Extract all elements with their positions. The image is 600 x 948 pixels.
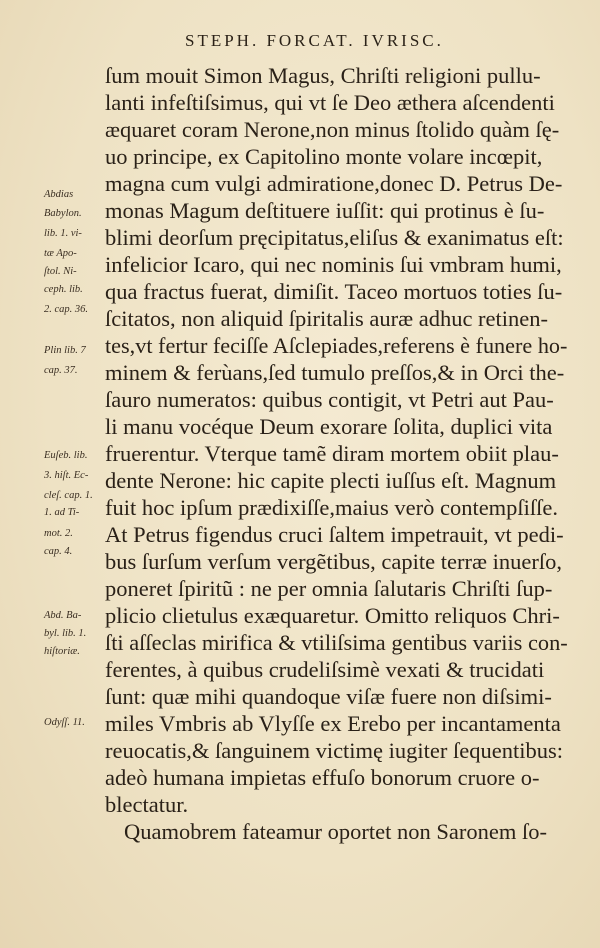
margin-note: Euſeb. lib. [44, 450, 88, 461]
text-line: blimi deorſum pręcipitatus,eliſus & exanimatus eſt: [105, 225, 564, 250]
text-line: reuocatis,& ſanguinem victimę iugiter ſequentibus: [105, 738, 564, 763]
margin-note: Abdias [44, 189, 74, 200]
margin-note: Babylon. [44, 208, 82, 219]
margin-note: Plin lib. 7 [44, 345, 86, 356]
text-line: At Petrus figendus cruci ſaltem impetrauit, vt pedi- [105, 522, 564, 547]
margin-note: 2. cap. 36. [44, 304, 89, 315]
text-line: magna cum vulgi admiratione,donec D. Petrus De- [105, 171, 563, 196]
margin-note: 1. ad Ti- [44, 507, 80, 518]
text-line: ſunt: quæ mihi quandoque viſæ fuere non diſsimi- [105, 684, 552, 709]
margin-note: cap. 4. [44, 546, 73, 557]
text-line: fuit hoc ipſum prædixiſſe,maius verò contempſiſſe. [105, 495, 559, 520]
text-line: li manu vocéque Deum exorare ſolita, duplici vita [105, 414, 553, 439]
text-line: monas Magum deſtituere iuſſit: qui protinus è ſu- [105, 198, 545, 223]
text-line: adeò humana impietas effuſo bonorum cruore o- [105, 765, 540, 790]
margin-note: ſtol. Ni- [44, 266, 77, 277]
text-line: æquaret coram Nerone,non minus ſtolido quàm ſę- [105, 117, 560, 142]
text-line: dente Nerone: hic capite plecti iuſſus eſt. Magnum [105, 468, 557, 493]
text-line: poneret ſpiritũ : ne per omnia ſalutaris Chriſti ſup- [105, 576, 553, 601]
running-header: STEPH. FORCAT. IVRISC. [185, 31, 444, 50]
text-line: ferentes, à quibus crudeliſsimè vexati & trucidati [105, 657, 545, 682]
margin-note: hiſtoriæ. [44, 646, 80, 657]
text-line: uo principe, ex Capitolino monte volare incœpit, [105, 144, 543, 169]
margin-note: Odyſſ. 11. [44, 717, 85, 728]
text-line: ſcitatos, non aliquid ſpiritalis auræ adhuc retinen- [105, 306, 549, 331]
text-line: minem & ferùans,ſed tumulo preſſos,& in Orci the- [105, 360, 565, 385]
text-line: Quamobrem fateamur oportet non Saronem ſo- [124, 819, 547, 844]
margin-note: mot. 2. [44, 528, 73, 539]
margin-note: cleſ. cap. 1. [44, 490, 93, 501]
text-line: blectatur. [105, 792, 189, 817]
text-line: tes,vt fertur feciſſe Aſclepiades,referens è funere ho- [105, 333, 568, 358]
text-line: lanti infeſtiſsimus, qui vt ſe Deo æthera aſcendenti [105, 90, 555, 115]
text-line: ſum mouit Simon Magus, Chriſti religioni pullu- [105, 63, 541, 88]
text-line: bus ſurſum verſum vergẽtibus, capite terræ inuerſo, [105, 549, 562, 574]
text-line: ſti aſſeclas mirifica & vtiliſsima gentibus variis con- [105, 630, 568, 655]
margin-note: 3. hiſt. Ec- [44, 470, 89, 481]
margin-note: lib. 1. vi- [44, 228, 82, 239]
text-line: plicio clietulus exæquaretur. Omitto reliquos Chri- [105, 603, 560, 628]
text-line: infelicior Icaro, qui nec nominis ſui vmbram humi, [105, 252, 562, 277]
text-line: qua fractus fuerat, dimiſit. Taceo mortuos toties ſu- [105, 279, 563, 304]
margin-note: cap. 37. [44, 365, 78, 376]
text-line: ſauro numeratos: quibus contigit, vt Petri aut Pau- [105, 387, 554, 412]
margin-note: Abd. Ba- [44, 610, 82, 621]
text-line: miles Vmbris ab Vlyſſe ex Erebo per incantamenta [105, 711, 561, 736]
text-line: fruerentur. Vterque tamẽ diram mortem obiit plau- [105, 441, 559, 466]
margin-note: byl. lib. 1. [44, 628, 87, 639]
margin-note: ceph. lib. [44, 284, 83, 295]
margin-note: tæ Apo- [44, 248, 77, 259]
